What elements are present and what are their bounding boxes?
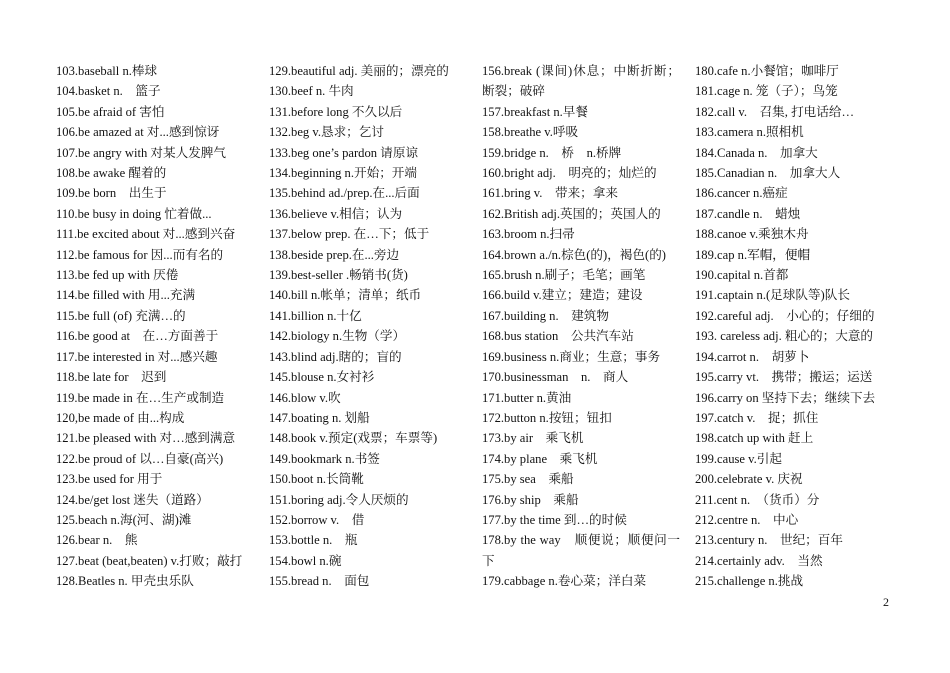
vocab-entry: 214.certainly adv. 当然 [695, 553, 823, 568]
vocab-entry: 112.be famous for 因...而有名的 [56, 247, 224, 262]
vocab-entry: 152.borrow v. 借 [269, 512, 365, 527]
vocab-entry: 133.beg one’s pardon 请原谅 [269, 145, 419, 160]
vocab-entry: 122.be proud of 以…自豪(高兴) [56, 451, 224, 466]
vocab-column-2 [269, 61, 469, 592]
vocab-entry: 193. careless adj. 粗心的；大意的 [695, 329, 874, 344]
vocab-entry: 184.Canada n. 加拿大 [695, 145, 818, 160]
vocab-entry: 177.by the time 到…的时候 [482, 512, 627, 527]
vocab-entry: 109.be born 出生于 [56, 186, 167, 201]
vocab-entry: 124.be/get lost 迷失（道路） [56, 492, 209, 507]
vocab-entry: 159.bridge n. 桥 n.桥牌 [482, 145, 622, 160]
vocab-entry: 103.baseball n.棒球 [56, 64, 158, 78]
vocab-entry: 186.cancer n.癌症 [695, 186, 788, 201]
vocab-entry: 187.candle n. 蜡烛 [695, 206, 801, 221]
vocab-entry: 105.be afraid of 害怕 [56, 104, 165, 119]
vocab-entry: 143.blind adj.瞎的；盲的 [269, 349, 402, 364]
vocab-entry: 188.canoe v.乘独木舟 [695, 227, 809, 242]
vocab-entry: 178.by the way 顺便说；顺便问一下 [482, 533, 680, 568]
vocab-entry: 173.by air 乘飞机 [482, 431, 584, 446]
vocab-entry: 110.be busy in doing 忙着做... [56, 206, 212, 221]
vocab-entry: 158.breathe v.呼吸 [482, 125, 579, 140]
vocab-entry: 194.carrot n. 胡萝卜 [695, 349, 810, 364]
vocab-entry: 180.cafe n.小餐馆；咖啡厅 [695, 64, 839, 78]
vocab-entry: 153.bottle n. 瓶 [269, 533, 358, 548]
vocab-entry: 160.bright adj. 明亮的；灿烂的 [482, 166, 657, 181]
vocab-entry: 111.be excited about 对...感到兴奋 [56, 227, 236, 242]
vocab-entry: 116.be good at 在…方面善于 [56, 329, 219, 344]
vocab-entry: 139.best-seller .畅销书(货) [269, 268, 408, 283]
vocab-entry: 215.challenge n.挑战 [695, 574, 804, 589]
vocab-entry: 113.be fed up with 厌倦 [56, 268, 179, 283]
vocab-entry: 140.bill n.帐单；清单；纸币 [269, 288, 422, 303]
vocab-entry: 135.behind ad./prep.在...后面 [269, 186, 420, 201]
vocab-entry: 171.butter n.黄油 [482, 390, 572, 405]
vocab-entry: 200.celebrate v. 庆祝 [695, 472, 803, 487]
vocab-entry: 125.beach n.海(河、湖)滩 [56, 512, 192, 527]
vocab-entry: 189.cap n.军帽，便帽 [695, 247, 811, 262]
vocab-entry: 148.book v.预定(戏票；车票等) [269, 431, 438, 446]
vocab-entry: 136.believe v.相信；认为 [269, 206, 403, 221]
vocab-entry: 137.below prep. 在…下；低于 [269, 227, 430, 242]
vocab-entry: 146.blow v.吹 [269, 390, 341, 405]
vocab-entry: 191.captain n.(足球队等)队长 [695, 288, 850, 303]
vocab-entry: 120,be made of 由...构成 [56, 410, 185, 425]
vocab-entry: 147.boating n. 划船 [269, 410, 370, 425]
vocab-entry: 149.bookmark n.书签 [269, 451, 380, 466]
vocab-entry: 167.building n. 建筑物 [482, 308, 609, 323]
page-number: 2 [883, 595, 889, 609]
vocab-entry: 123.be used for 用于 [56, 472, 163, 487]
vocab-entry: 175.by sea 乘船 [482, 472, 574, 487]
vocab-entry: 164.brown a./n.棕色(的)，褐色(的) [482, 247, 666, 262]
vocab-entry: 183.camera n.照相机 [695, 125, 804, 140]
vocab-entry: 115.be full (of) 充满…的 [56, 308, 186, 323]
vocab-entry: 104.basket n. 篮子 [56, 84, 161, 99]
vocab-entry: 119.be made in 在…生产或制造 [56, 390, 225, 405]
vocab-entry: 126.bear n. 熊 [56, 533, 138, 548]
vocab-entry: 118.be late for 迟到 [56, 370, 167, 385]
vocab-entry: 106.be amazed at 对...感到惊讶 [56, 125, 220, 140]
vocab-entry: 192.careful adj. 小心的；仔细的 [695, 308, 875, 323]
vocab-entry: 168.bus station 公共汽车站 [482, 329, 634, 344]
vocab-entry: 170.businessman n. 商人 [482, 370, 629, 385]
vocab-entry: 156.break (课间)休息；中断折断；断裂；破碎 [482, 64, 680, 99]
vocab-entry: 114.be filled with 用...充满 [56, 288, 196, 303]
vocab-entry: 163.broom n.扫帚 [482, 227, 575, 242]
vocab-entry: 165.brush n.刷子；毛笔；画笔 [482, 268, 646, 283]
vocab-entry: 181.cage n. 笼（子）；鸟笼 [695, 84, 838, 99]
vocab-entry: 179.cabbage n.卷心菜；洋白菜 [482, 574, 647, 589]
vocab-entry: 154.bowl n.碗 [269, 553, 342, 568]
vocab-column-1 [56, 61, 256, 592]
vocab-entry: 197.catch v. 捉；抓住 [695, 410, 819, 425]
vocab-entry: 166.build v.建立；建造；建设 [482, 288, 643, 303]
vocab-entry: 131.before long 不久以后 [269, 104, 403, 119]
vocab-entry: 117.be interested in 对...感兴趣 [56, 349, 218, 364]
vocab-entry: 134.beginning n.开始；开端 [269, 166, 417, 181]
vocab-entry: 129.beautiful adj. 美丽的；漂亮的 [269, 64, 449, 78]
vocab-entry: 138.beside prep.在...旁边 [269, 247, 400, 262]
vocab-entry: 172.button n.按钮；钮扣 [482, 410, 612, 425]
vocab-entry: 162.British adj.英国的；英国人的 [482, 206, 661, 221]
vocab-entry: 169.business n.商业；生意；事务 [482, 349, 661, 364]
vocab-entry: 132.beg v.恳求；乞讨 [269, 125, 384, 140]
vocab-entry: 128.Beatles n. 甲壳虫乐队 [56, 574, 194, 589]
vocab-column-3 [482, 61, 680, 592]
vocab-entry: 130.beef n. 牛肉 [269, 84, 354, 99]
vocab-entry: 108.be awake 醒着的 [56, 166, 167, 181]
vocab-entry: 176.by ship 乘船 [482, 492, 579, 507]
vocab-column-4 [695, 61, 895, 592]
vocab-entry: 161.bring v. 带来；拿来 [482, 186, 618, 201]
vocab-entry: 185.Canadian n. 加拿大人 [695, 166, 841, 181]
vocab-entry: 150.boot n.长筒靴 [269, 472, 364, 487]
vocab-entry: 195.carry vt. 携带；搬运；运送 [695, 370, 873, 385]
vocab-entry: 174.by plane 乘飞机 [482, 451, 598, 466]
vocab-entry: 182.call v. 召集, 打电话给… [695, 104, 855, 119]
vocab-entry: 121.be pleased with 对…感到满意 [56, 431, 236, 446]
vocab-entry: 199.cause v.引起 [695, 451, 782, 466]
vocab-entry: 211.cent n. （货币）分 [695, 492, 820, 507]
vocab-entry: 151.boring adj.令人厌烦的 [269, 492, 409, 507]
vocab-entry: 127.beat (beat,beaten) v.打败；敲打 [56, 553, 243, 568]
vocab-entry: 213.century n. 世纪；百年 [695, 533, 843, 548]
vocab-entry: 145.blouse n.女衬衫 [269, 370, 375, 385]
vocab-entry: 190.capital n.首都 [695, 268, 789, 283]
vocab-entry: 157.breakfast n.早餐 [482, 104, 588, 119]
vocab-entry: 212.centre n. 中心 [695, 512, 799, 527]
vocab-entry: 107.be angry with 对某人发脾气 [56, 145, 226, 160]
vocab-entry: 198.catch up with 赶上 [695, 431, 814, 446]
vocab-entry: 155.bread n. 面包 [269, 574, 370, 589]
vocab-entry: 141.billion n.十亿 [269, 308, 362, 323]
vocab-entry: 196.carry on 坚持下去；继续下去 [695, 390, 876, 405]
vocab-entry: 142.biology n.生物（学） [269, 329, 406, 344]
